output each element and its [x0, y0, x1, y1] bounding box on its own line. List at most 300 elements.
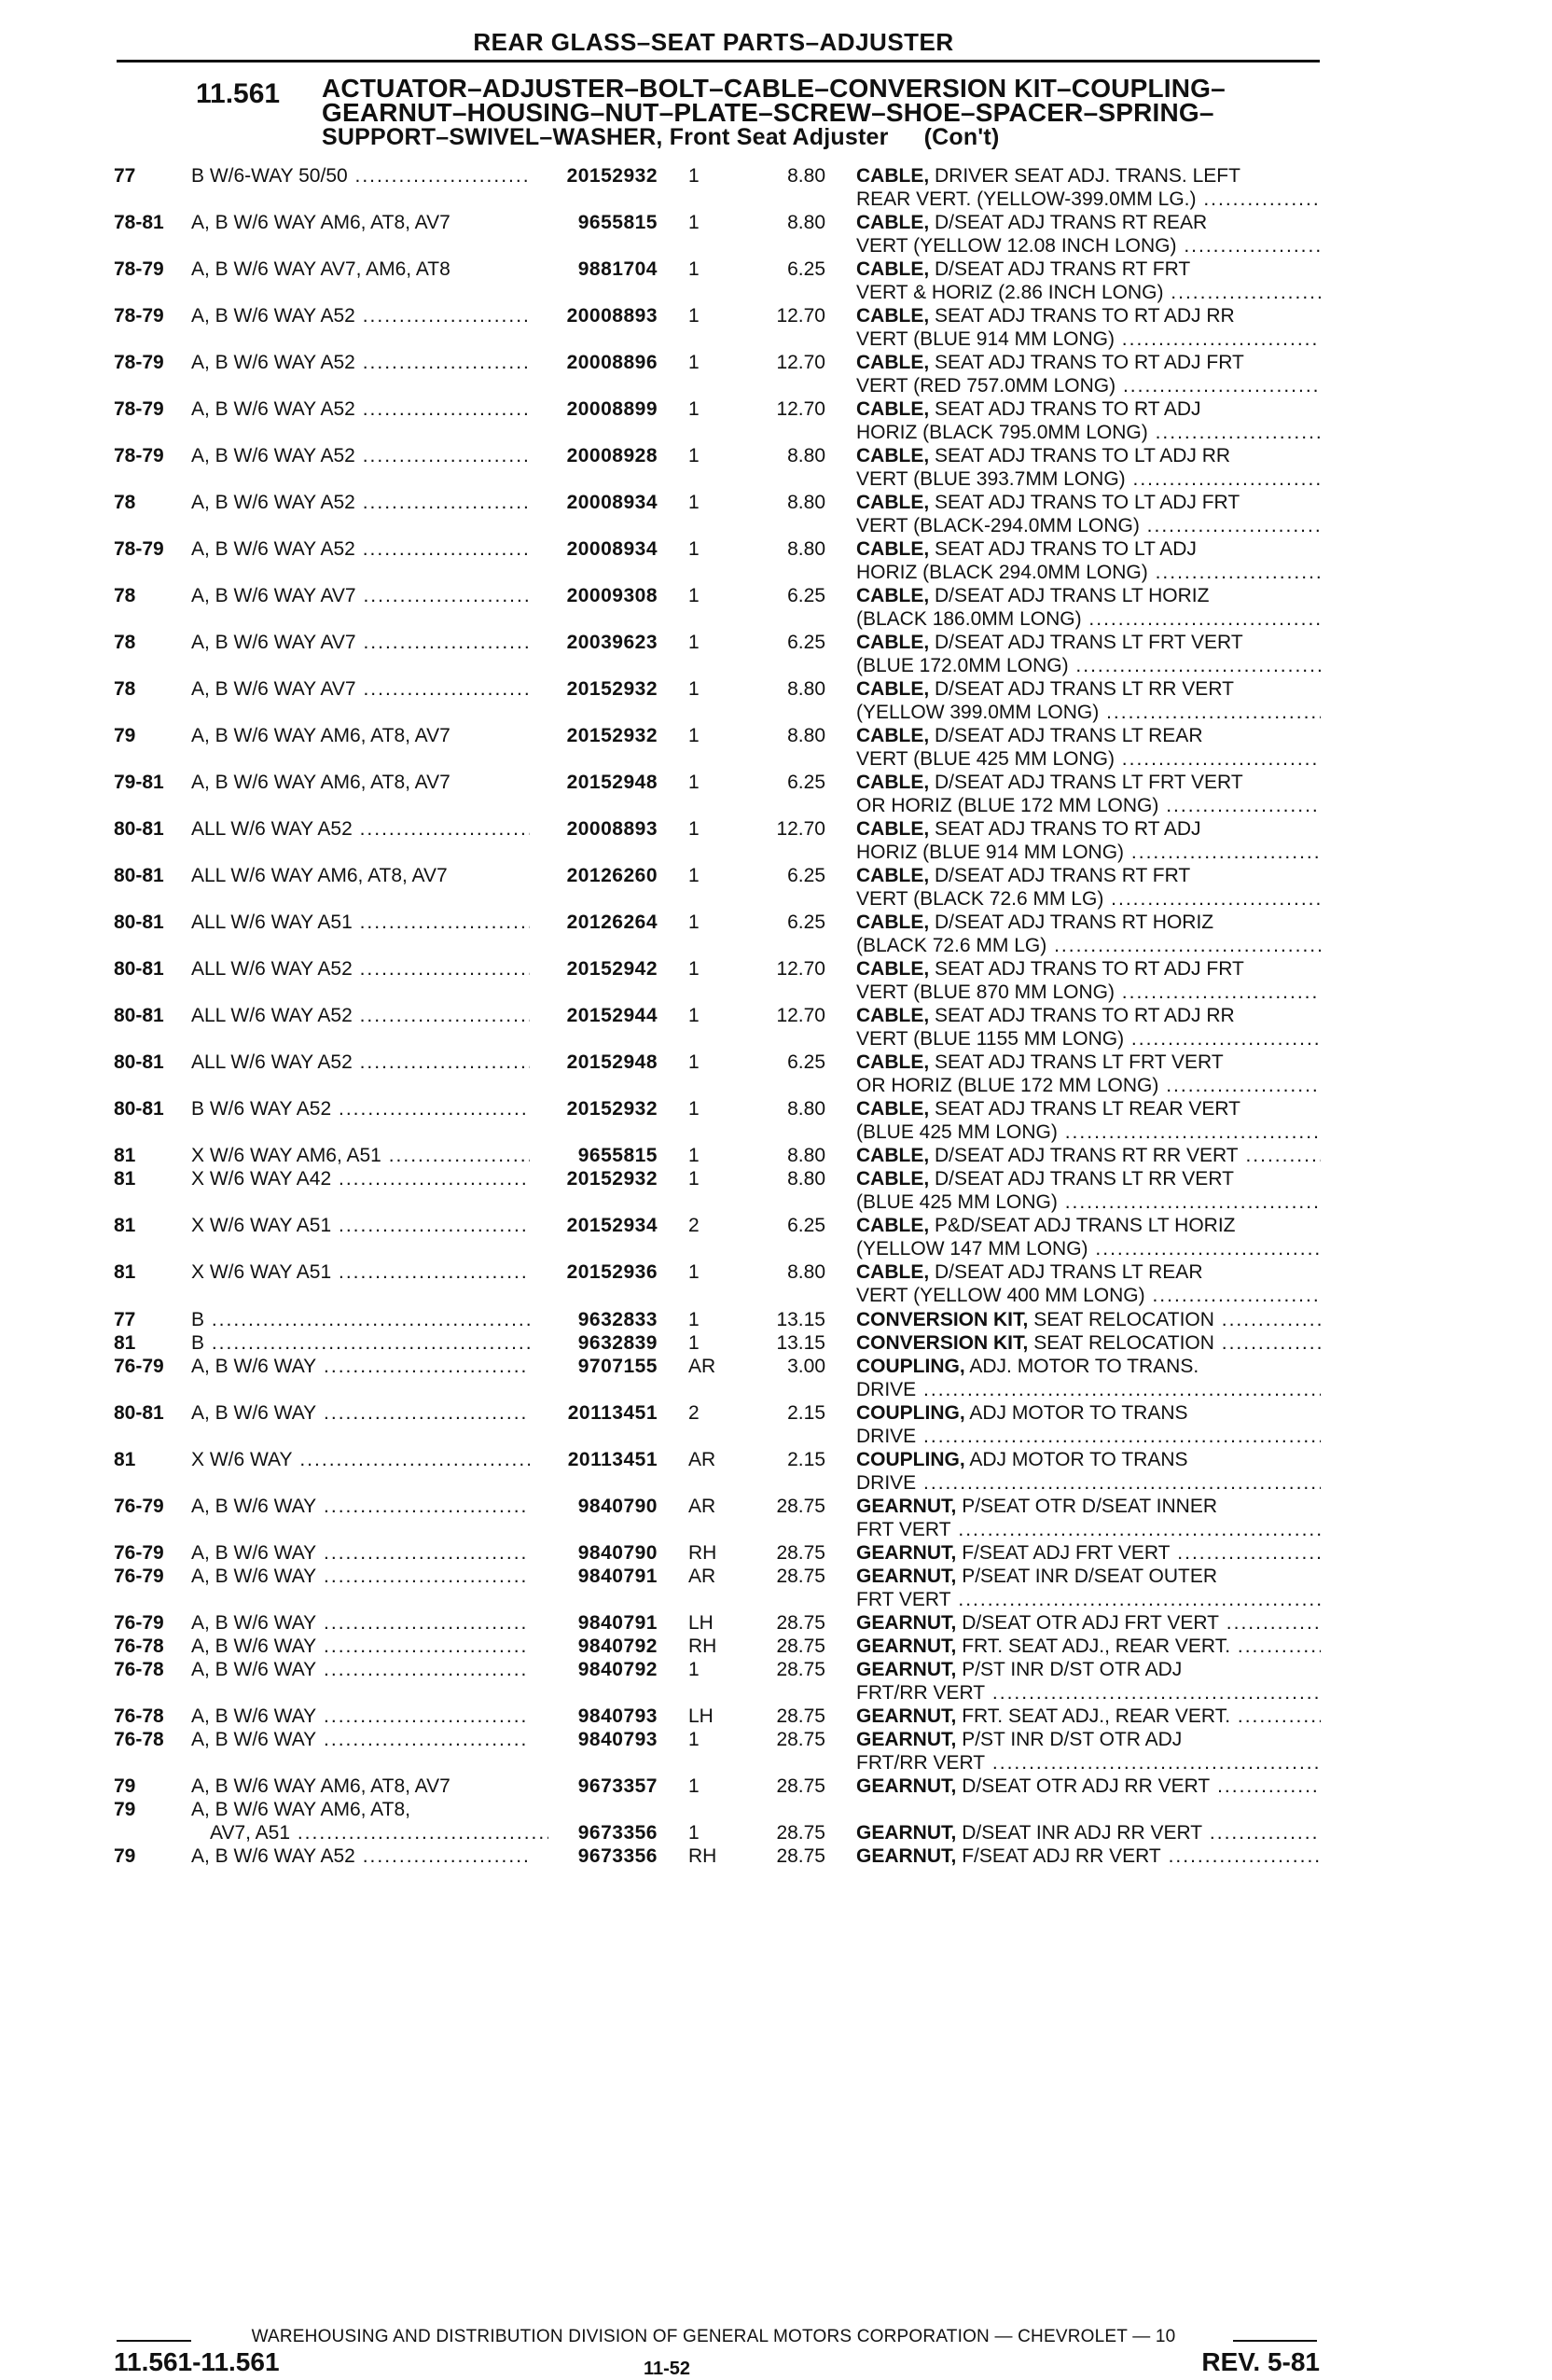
part-name: GEARNUT, [856, 1496, 957, 1517]
description [856, 1705, 1321, 1728]
quantity: 1 [688, 772, 700, 793]
application-text: A, B W/6 WAY A52 ..... [191, 538, 530, 560]
description-text: D/SEAT OTR ADJ FRT VERT ..... [962, 1612, 1321, 1634]
model-year: 80-81 [114, 865, 164, 886]
price: 12.70 [776, 818, 825, 840]
description-text: D/SEAT ADJ TRANS RT HORIZ [935, 912, 1214, 933]
application-text: A, B W/6 WAY ..... [191, 1659, 530, 1680]
description-text: D/SEAT ADJ TRANS RT FRT [935, 258, 1191, 280]
description-text: D/SEAT ADJ TRANS LT FRT VERT [935, 772, 1243, 793]
description-text: DRIVE ..... [856, 1472, 1321, 1494]
quantity: RH [688, 1635, 717, 1657]
part-name: GEARNUT, [856, 1566, 957, 1587]
description [856, 724, 1321, 771]
quantity: 1 [688, 912, 700, 933]
price: 2.15 [787, 1402, 825, 1424]
quantity: 1 [688, 865, 700, 886]
model-year: 81 [114, 1449, 136, 1470]
part-name: GEARNUT, [856, 1612, 957, 1634]
description-text: P/ST INR D/ST OTR ADJ [962, 1659, 1183, 1680]
model-year: 80-81 [114, 1402, 164, 1424]
model-year: 78 [114, 678, 136, 700]
price: 8.80 [787, 212, 825, 233]
footer-division: WAREHOUSING AND DISTRIBUTION DIVISION OF GENERAL MOTORS CORPORATION — CHEVROLET — 10 [251, 2327, 1176, 2346]
price: 3.00 [787, 1356, 825, 1377]
description-line [856, 1635, 1321, 1658]
application [191, 304, 530, 327]
quantity: 1 [688, 1729, 700, 1750]
part-number: 20152936 [566, 1261, 658, 1283]
description-line [856, 1214, 1321, 1237]
part-name: CABLE, [856, 772, 930, 793]
part-name: COUPLING, [856, 1356, 965, 1377]
description-text: SEAT RELOCATION ..... [1033, 1309, 1321, 1330]
description-text: ADJ MOTOR TO TRANS [969, 1449, 1188, 1470]
part-number: 9840793 [577, 1729, 658, 1750]
part-number: 20113451 [567, 1449, 658, 1470]
quantity: 1 [688, 165, 700, 187]
price: 8.80 [787, 1098, 825, 1120]
application-text: A, B W/6 WAY A52 ..... [191, 352, 530, 373]
description [856, 584, 1321, 631]
description-line [856, 981, 1321, 1004]
description-line [856, 841, 1321, 864]
description-text: SEAT ADJ TRANS LT REAR VERT [935, 1098, 1240, 1120]
part-number: 20008893 [566, 818, 658, 840]
part-name: GEARNUT, [856, 1635, 957, 1657]
application [191, 1728, 530, 1751]
model-year: 76-79 [114, 1612, 164, 1634]
description [856, 817, 1321, 864]
quantity: AR [688, 1356, 716, 1377]
description-text: REAR VERT. (YELLOW-399.0MM LG.) ..... [856, 188, 1321, 210]
model-year: 80-81 [114, 1098, 164, 1120]
description-line [856, 1844, 1321, 1868]
price: 28.75 [776, 1496, 825, 1517]
description-line [856, 771, 1321, 794]
price: 28.75 [776, 1566, 825, 1587]
description-line [856, 677, 1321, 701]
application-text: A, B W/6 WAY ..... [191, 1635, 530, 1657]
model-year: 79 [114, 725, 136, 746]
description-line [856, 257, 1321, 281]
application-text: A, B W/6 WAY ..... [191, 1356, 530, 1377]
quantity: LH [688, 1705, 714, 1727]
application-text: ALL W/6 WAY A52 ..... [191, 958, 530, 980]
model-year: 80-81 [114, 912, 164, 933]
model-year: 77 [114, 1309, 136, 1330]
application-text: A, B W/6 WAY ..... [191, 1496, 530, 1517]
description-text: SEAT ADJ TRANS TO RT ADJ RR [935, 305, 1235, 327]
part-name: CABLE, [856, 678, 930, 700]
part-name: CABLE, [856, 1215, 930, 1236]
description [856, 304, 1321, 351]
quantity: AR [688, 1566, 716, 1587]
part-number: 20126260 [566, 865, 658, 886]
part-number: 20152944 [566, 1005, 658, 1026]
description-line [856, 514, 1321, 537]
description-line [856, 1611, 1321, 1635]
model-year: 78-79 [114, 305, 164, 327]
part-number: 9881704 [577, 258, 658, 280]
application [191, 771, 530, 794]
description-line [856, 934, 1321, 957]
application-text: X W/6 WAY A51 ..... [191, 1261, 530, 1283]
model-year: 76-79 [114, 1356, 164, 1377]
price: 28.75 [776, 1659, 825, 1680]
description-line [856, 1051, 1321, 1074]
part-name: CONVERSION KIT, [856, 1309, 1029, 1330]
description-line [856, 724, 1321, 747]
description-text: (BLUE 425 MM LONG) ..... [856, 1191, 1321, 1213]
application-text: A, B W/6 WAY AV7 ..... [191, 632, 530, 653]
model-year: 76-78 [114, 1705, 164, 1727]
model-year: 80-81 [114, 1005, 164, 1026]
description-text: FRT. SEAT ADJ., REAR VERT. ..... [962, 1705, 1321, 1727]
price: 28.75 [776, 1729, 825, 1750]
description-line [856, 911, 1321, 934]
part-number: 20152932 [566, 1168, 658, 1190]
description-line [856, 467, 1321, 491]
model-year: 79 [114, 1775, 136, 1797]
part-number: 20152948 [566, 1051, 658, 1073]
description-line [856, 747, 1321, 771]
part-number: 20008934 [566, 538, 658, 560]
model-year: 80-81 [114, 1051, 164, 1073]
description-line [856, 584, 1321, 607]
description [856, 1144, 1321, 1167]
description [856, 1355, 1321, 1401]
quantity: 1 [688, 538, 700, 560]
application-text: AV7, A51 ..... [210, 1822, 548, 1844]
part-name: CABLE, [856, 212, 930, 233]
application-text: A, B W/6 WAY AM6, AT8, AV7 [191, 1775, 450, 1797]
description [856, 1541, 1321, 1565]
description-line [856, 421, 1321, 444]
description-text: OR HORIZ (BLUE 172 MM LONG) ..... [856, 795, 1321, 816]
application-text: X W/6 WAY AM6, A51 ..... [191, 1145, 530, 1166]
description-line [856, 1190, 1321, 1214]
application-text: A, B W/6 WAY AM6, AT8, [191, 1799, 410, 1820]
price: 6.25 [787, 1215, 825, 1236]
description-text: SEAT ADJ TRANS LT FRT VERT [935, 1051, 1224, 1073]
model-year: 78-79 [114, 258, 164, 280]
description [856, 1097, 1321, 1144]
part-number: 9840790 [577, 1496, 658, 1517]
part-name: COUPLING, [856, 1402, 965, 1424]
description-line [856, 1681, 1321, 1705]
description-text: VERT (YELLOW 400 MM LONG) ..... [856, 1285, 1321, 1306]
footer-revision: REV. 5-81 [1201, 2347, 1320, 2376]
application-text: ALL W/6 WAY A51 ..... [191, 912, 530, 933]
description [856, 1495, 1321, 1541]
price: 28.75 [776, 1612, 825, 1634]
description [856, 957, 1321, 1004]
description [856, 1448, 1321, 1495]
model-year: 78-79 [114, 352, 164, 373]
application [191, 1495, 530, 1518]
application-text: ALL W/6 WAY A52 ..... [191, 1051, 530, 1073]
price: 6.25 [787, 258, 825, 280]
description-line [856, 864, 1321, 887]
part-number: 20152932 [566, 1098, 658, 1120]
quantity: 1 [688, 398, 700, 420]
price: 28.75 [776, 1845, 825, 1867]
description [856, 397, 1321, 444]
description-line [856, 1705, 1321, 1728]
application [191, 211, 530, 234]
page-title: REAR GLASS–SEAT PARTS–ADJUSTER [473, 28, 954, 56]
part-number: 20009308 [566, 585, 658, 606]
application [191, 1565, 530, 1588]
description-line [856, 1167, 1321, 1190]
description [856, 864, 1321, 911]
application [191, 164, 530, 188]
application [191, 631, 530, 654]
description-text: D/SEAT ADJ TRANS LT HORIZ [935, 585, 1210, 606]
description-text: FRT. SEAT ADJ., REAR VERT. ..... [962, 1635, 1321, 1657]
continued-note: (Con't) [923, 124, 1000, 150]
description-text: VERT (BLUE 425 MM LONG) ..... [856, 748, 1321, 770]
description-text: SEAT RELOCATION ..... [1033, 1332, 1321, 1354]
description [856, 677, 1321, 724]
description-line [856, 444, 1321, 467]
description-line [856, 1658, 1321, 1681]
description-text: ADJ. MOTOR TO TRANS. [969, 1356, 1199, 1377]
description-text: OR HORIZ (BLUE 172 MM LONG) ..... [856, 1075, 1321, 1096]
part-number: 9840793 [577, 1705, 658, 1727]
application-text: A, B W/6 WAY AM6, AT8, AV7 [191, 772, 450, 793]
application [191, 1214, 530, 1237]
part-name: GEARNUT, [856, 1659, 957, 1680]
quantity: 1 [688, 352, 700, 373]
model-year: 76-78 [114, 1635, 164, 1657]
description [856, 1401, 1321, 1448]
description-text: F/SEAT ADJ FRT VERT ..... [962, 1542, 1321, 1564]
description-text: VERT & HORIZ (2.86 INCH LONG) ..... [856, 282, 1321, 303]
part-number: 20008896 [566, 352, 658, 373]
quantity: 1 [688, 1822, 700, 1844]
model-year: 81 [114, 1145, 136, 1166]
description-line [856, 957, 1321, 981]
price: 6.25 [787, 772, 825, 793]
application [191, 397, 530, 421]
part-number: 20008893 [566, 305, 658, 327]
price: 8.80 [787, 492, 825, 513]
part-number: 9655815 [577, 1145, 658, 1166]
application [191, 1798, 530, 1821]
part-name: CABLE, [856, 492, 930, 513]
description-line [856, 1401, 1321, 1425]
description-line [856, 1495, 1321, 1518]
application-text: A, B W/6 WAY A52 ..... [191, 398, 530, 420]
description [856, 1004, 1321, 1051]
description-text: D/SEAT ADJ TRANS LT RR VERT [935, 678, 1234, 700]
quantity: AR [688, 1496, 716, 1517]
description [856, 164, 1321, 211]
description-text: VERT (BLACK-294.0MM LONG) ..... [856, 515, 1321, 536]
description-text: (BLACK 72.6 MM LG) ..... [856, 935, 1321, 956]
section-number: 11.561 [196, 78, 281, 109]
application-text: B ..... [191, 1309, 530, 1330]
description [856, 1611, 1321, 1635]
price: 8.80 [787, 538, 825, 560]
price: 12.70 [776, 398, 825, 420]
description-text: VERT (RED 757.0MM LONG) ..... [856, 375, 1321, 397]
quantity: AR [688, 1449, 716, 1470]
model-year: 79 [114, 1845, 136, 1867]
part-number: 9840791 [577, 1612, 658, 1634]
part-name: CABLE, [856, 585, 930, 606]
description [856, 1658, 1321, 1705]
application [191, 1401, 530, 1425]
model-year: 77 [114, 165, 136, 187]
description-line [856, 1144, 1321, 1167]
application [191, 1705, 530, 1728]
part-number: 20113451 [567, 1402, 658, 1424]
part-number: 9840791 [577, 1566, 658, 1587]
part-number: 20152934 [566, 1215, 658, 1236]
application-text: A, B W/6 WAY AV7 ..... [191, 678, 530, 700]
application-text: A, B W/6 WAY AM6, AT8, AV7 [191, 212, 450, 233]
description-text: SEAT ADJ TRANS TO RT ADJ FRT [935, 958, 1244, 980]
part-name: CABLE, [856, 352, 930, 373]
description-text: SEAT ADJ TRANS TO LT ADJ RR [935, 445, 1231, 466]
description-line [856, 1541, 1321, 1565]
price: 12.70 [776, 958, 825, 980]
description-line [856, 654, 1321, 677]
description-line [856, 211, 1321, 234]
application [191, 1308, 530, 1331]
application-text: B W/6-WAY 50/50 ..... [191, 165, 530, 187]
application [191, 444, 530, 467]
application [191, 817, 530, 841]
application-text: B W/6 WAY A52 ..... [191, 1098, 530, 1120]
description-line [856, 1355, 1321, 1378]
part-name: CABLE, [856, 818, 930, 840]
description-text: VERT (BLUE 870 MM LONG) ..... [856, 981, 1321, 1003]
quantity: 1 [688, 632, 700, 653]
section-heading-text: SUPPORT–SWIVEL–WASHER, Front Seat Adjuster [322, 124, 889, 150]
part-number: 9673357 [577, 1775, 658, 1797]
part-name: GEARNUT, [856, 1705, 957, 1727]
price: 28.75 [776, 1635, 825, 1657]
part-number: 9673356 [577, 1845, 658, 1867]
quantity: RH [688, 1542, 717, 1564]
footer-section-range: 11.561-11.561 [114, 2347, 280, 2376]
price: 28.75 [776, 1705, 825, 1727]
application-text: B ..... [191, 1332, 530, 1354]
part-name: GEARNUT, [856, 1729, 957, 1750]
application [191, 677, 530, 701]
description-text: P/SEAT OTR D/SEAT INNER [962, 1496, 1218, 1517]
part-name: CABLE, [856, 958, 930, 980]
description-text: VERT (BLUE 393.7MM LONG) ..... [856, 468, 1321, 490]
description-line [856, 1588, 1321, 1611]
price: 8.80 [787, 1145, 825, 1166]
application [191, 537, 530, 561]
price: 6.25 [787, 865, 825, 886]
description-text: SEAT ADJ TRANS TO RT ADJ [935, 398, 1201, 420]
part-number: 9632833 [577, 1309, 658, 1330]
part-name: GEARNUT, [856, 1542, 957, 1564]
application [191, 1775, 530, 1798]
quantity: 2 [688, 1402, 700, 1424]
price: 8.80 [787, 165, 825, 187]
description-text: D/SEAT ADJ TRANS RT REAR [935, 212, 1208, 233]
description [856, 1775, 1321, 1798]
part-name: CABLE, [856, 1098, 930, 1120]
price: 8.80 [787, 678, 825, 700]
description [856, 1051, 1321, 1097]
quantity: 1 [688, 678, 700, 700]
application [210, 1821, 548, 1844]
model-year: 81 [114, 1215, 136, 1236]
description [856, 537, 1321, 584]
description-text: D/SEAT ADJ TRANS RT FRT [935, 865, 1191, 886]
part-number: 9655815 [577, 212, 658, 233]
description [856, 211, 1321, 257]
description [856, 1635, 1321, 1658]
description-text: FRT VERT ..... [856, 1519, 1321, 1540]
description [856, 1844, 1321, 1868]
price: 13.15 [776, 1332, 825, 1354]
application-text: X W/6 WAY ..... [191, 1449, 530, 1470]
description-line [856, 794, 1321, 817]
model-year: 76-79 [114, 1496, 164, 1517]
footer-rule-left [117, 2340, 191, 2342]
quantity: 1 [688, 258, 700, 280]
description-text: F/SEAT ADJ RR VERT ..... [962, 1845, 1321, 1867]
quantity: 1 [688, 1098, 700, 1120]
application-text: ALL W/6 WAY A52 ..... [191, 818, 530, 840]
part-name: CABLE, [856, 538, 930, 560]
application [191, 351, 530, 374]
description-text: D/SEAT ADJ TRANS LT REAR [935, 725, 1203, 746]
model-year: 78-79 [114, 398, 164, 420]
description-line [856, 1775, 1321, 1798]
description-line [856, 374, 1321, 397]
description-text: DRIVE ..... [856, 1379, 1321, 1400]
price: 13.15 [776, 1309, 825, 1330]
model-year: 79 [114, 1799, 136, 1820]
model-year: 78 [114, 632, 136, 653]
description-text: DRIVE ..... [856, 1426, 1321, 1447]
application-text: A, B W/6 WAY ..... [191, 1612, 530, 1634]
quantity: 1 [688, 1168, 700, 1190]
description [856, 1821, 1321, 1844]
part-name: CABLE, [856, 1051, 930, 1073]
part-number: 20152932 [566, 165, 658, 187]
description-line [856, 887, 1321, 911]
application [191, 257, 530, 281]
application [191, 1144, 530, 1167]
description-line [856, 1471, 1321, 1495]
description [856, 631, 1321, 677]
quantity: 1 [688, 1659, 700, 1680]
price: 12.70 [776, 305, 825, 327]
part-number: 20008934 [566, 492, 658, 513]
description-text: D/SEAT OTR ADJ RR VERT ..... [962, 1775, 1321, 1797]
price: 6.25 [787, 632, 825, 653]
description-line [856, 1518, 1321, 1541]
quantity: 1 [688, 585, 700, 606]
description-text: VERT (BLUE 914 MM LONG) ..... [856, 328, 1321, 350]
application-text: A, B W/6 WAY ..... [191, 1542, 530, 1564]
price: 6.25 [787, 912, 825, 933]
application [191, 1611, 530, 1635]
description-text: P&D/SEAT ADJ TRANS LT HORIZ [935, 1215, 1236, 1236]
